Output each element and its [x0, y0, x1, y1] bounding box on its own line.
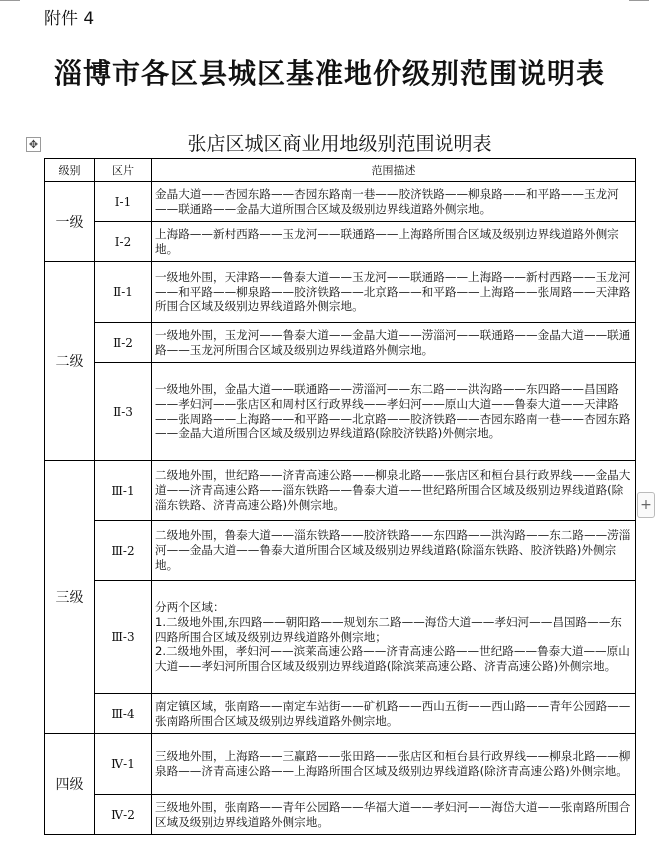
description-cell: 二级地外围，世纪路——济青高速公路——柳泉北路——张店区和桓台县行政界线——金晶大道——济青高速公路——淄东铁路——鲁泰大道——世纪路所围合区域及级别边界线道路(除淄东铁路、济青高速公路)外侧宗地。 — [152, 461, 636, 521]
page-corner-mark — [629, 0, 649, 2]
table-row — [45, 323, 636, 363]
level-cell: 三级 — [45, 461, 95, 734]
zone-cell: Ⅱ-1 — [95, 262, 152, 323]
table-row — [45, 182, 636, 222]
zone-cell: Ⅱ-3 — [95, 363, 152, 461]
table-title: 张店区城区商业用地级别范围说明表 — [187, 133, 492, 155]
table-header-row — [45, 159, 636, 182]
page-corner-mark — [0, 0, 20, 2]
description-cell: 上海路——新村西路——玉龙河——联通路——上海路所围合区域及级别边界线道路外侧宗地。 — [152, 222, 636, 262]
header-zone: 区片 — [95, 159, 152, 182]
add-column-icon[interactable]: + — [637, 492, 655, 518]
zone-cell: Ⅲ-1 — [95, 461, 152, 521]
table-row — [45, 795, 636, 835]
description-cell: 三级地外围，张南路——青年公园路——华福大道——孝妇河——海岱大道——张南路所围合区域及级别边界线道路外侧宗地。 — [152, 795, 636, 835]
table-row — [45, 262, 636, 323]
document-title: 淄博市各区县城区基准地价级别范围说明表 — [53, 57, 605, 90]
description-cell: 一级地外围，天津路——鲁泰大道——玉龙河——联通路——上海路——新村西路——玉龙河——和平路——柳泉路——胶济铁路——北京路——和平路——上海路——张周路——天津路所围合区域及级别边界线道路外侧宗地。 — [152, 262, 636, 323]
table-move-handle-icon[interactable]: ✥ — [26, 137, 41, 152]
zone-cell: Ⅱ-2 — [95, 323, 152, 363]
level-range-table — [44, 158, 636, 835]
attachment-label: 附件 4 — [44, 9, 95, 29]
header-description: 范围描述 — [152, 159, 636, 182]
zone-cell: Ⅲ-4 — [95, 694, 152, 734]
zone-cell: Ⅳ-2 — [95, 795, 152, 835]
header-level: 级别 — [45, 159, 95, 182]
table-row — [45, 694, 636, 734]
table-row — [45, 461, 636, 521]
description-cell: 三级地外围，上海路——三赢路——张田路——张店区和桓台县行政界线——柳泉北路——柳泉路——济青高速公路——上海路所围合区域及级别边界线道路(除济青高速公路)外侧宗地。 — [152, 734, 636, 795]
description-cell: 一级地外围，玉龙河——鲁泰大道——金晶大道——涝淄河——联通路——金晶大道——联通路——玉龙河所围合区域及级别边界线道路外侧宗地。 — [152, 323, 636, 363]
description-cell: 分两个区域： 1.二级地外围,东四路——朝阳路——规划东二路——海岱大道——孝妇河——昌国路——东四路所围合区域及级别边界线道路外侧宗地； 2.二级地外围，孝妇河——滨莱高速公路——济青高速公路——世纪路——鲁泰大道——原山大道——孝妇河所围合区域及级别边界线道路(除滨莱高速公路、济青高速公路)外侧宗地。 — [152, 581, 636, 694]
zone-cell: Ⅳ-1 — [95, 734, 152, 795]
description-cell: 一级地外围，金晶大道——联通路——涝淄河——东二路——洪沟路——东四路——昌国路——孝妇河——张店区和周村区行政界线——孝妇河——原山大道——鲁泰大道——天津路——张周路——上海路——和平路——北京路——胶济铁路——杏园东路南一巷——杏园东路——金晶大道所围合区域及级别边界线道路(除胶济铁路)外侧宗地。 — [152, 363, 636, 461]
level-cell: 二级 — [45, 262, 95, 461]
level-cell: 四级 — [45, 734, 95, 835]
level-cell: 一级 — [45, 182, 95, 262]
zone-cell: Ⅰ-2 — [95, 222, 152, 262]
table-row — [45, 363, 636, 461]
table-row — [45, 222, 636, 262]
table-row — [45, 581, 636, 694]
zone-cell: Ⅲ-3 — [95, 581, 152, 694]
description-cell: 二级地外围，鲁泰大道——淄东铁路——胶济铁路——东四路——洪沟路——东二路——涝淄河——金晶大道——鲁泰大道所围合区域及级别边界线道路(除淄东铁路、胶济铁路)外侧宗地。 — [152, 521, 636, 581]
description-cell: 金晶大道——杏园东路——杏园东路南一巷——胶济铁路——柳泉路——和平路——玉龙河——联通路——金晶大道所围合区域及级别边界线道路外侧宗地。 — [152, 182, 636, 222]
zone-cell: Ⅲ-2 — [95, 521, 152, 581]
description-cell: 南定镇区域，张南路——南定车站街——矿机路——西山五街——西山路——青年公园路——张南路所围合区域及级别边界线道路外侧宗地。 — [152, 694, 636, 734]
table-row — [45, 521, 636, 581]
zone-cell: Ⅰ-1 — [95, 182, 152, 222]
table-row — [45, 734, 636, 795]
